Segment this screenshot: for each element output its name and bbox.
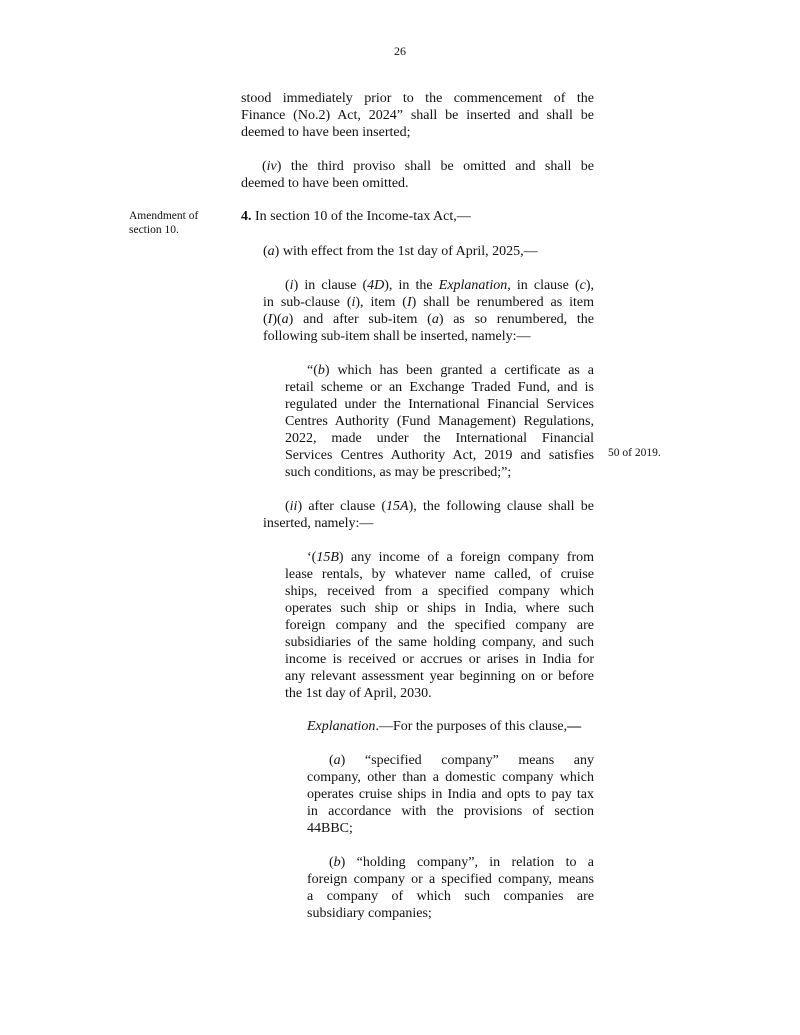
text-line: operates such ship or ships in India, where such bbox=[285, 601, 594, 616]
text-line: a company of which such companies are bbox=[307, 889, 594, 904]
text-line: (b) “holding company”, in relation to a bbox=[329, 855, 594, 870]
text-line: stood immediately prior to the commencement of the bbox=[241, 91, 594, 106]
section-number: 4. bbox=[241, 209, 252, 224]
text-line: ‘(15B) any income of a foreign company from bbox=[307, 550, 594, 565]
margin-note-amendment bbox=[129, 209, 229, 237]
text-line: ships, received from a specified company which bbox=[285, 584, 594, 599]
text-line: subsidiary companies; bbox=[307, 906, 432, 921]
page-number: 26 bbox=[394, 44, 406, 58]
margin-note-line: Amendment of bbox=[129, 210, 199, 222]
text-line: (I)(a) and after sub-item (a) as so renumbered, the bbox=[263, 312, 594, 327]
text-line: the 1st day of April, 2030. bbox=[285, 686, 432, 701]
text-line: foreign company or a specified company, means bbox=[307, 872, 594, 887]
text-line: 2022, made under the International Financial bbox=[285, 431, 594, 446]
text-line: deemed to have been omitted. bbox=[241, 176, 409, 191]
text-line: any relevant assessment year beginning on or before bbox=[285, 669, 594, 684]
paragraph-clause-ii bbox=[263, 498, 594, 532]
text-line: (iv) the third proviso shall be omitted and shall be bbox=[262, 159, 594, 174]
text-line: (a) “specified company” means any bbox=[329, 753, 594, 768]
paragraph-stood-immediately bbox=[241, 90, 594, 141]
paragraph-sub-item-b bbox=[285, 362, 594, 481]
paragraph-clause-15b bbox=[285, 549, 594, 702]
paragraph-explanation: Explanation.—For the purposes of this clause,— bbox=[307, 719, 582, 734]
paragraph-clause-iv bbox=[241, 158, 594, 192]
paragraph-specified-company bbox=[307, 752, 594, 837]
text-line: inserted, namely:— bbox=[263, 516, 374, 531]
text-line: 44BBC; bbox=[307, 821, 353, 836]
text-line: (ii) after clause (15A), the following clause shall be bbox=[285, 499, 594, 514]
paragraph-holding-company bbox=[307, 854, 594, 922]
text-line: “(b) which has been granted a certificate as a bbox=[307, 363, 594, 378]
paragraph-section-4 bbox=[241, 208, 594, 225]
text-line: regulated under the International Financial Services bbox=[285, 397, 594, 412]
paragraph-clause-i bbox=[263, 277, 594, 345]
text-line: Finance (No.2) Act, 2024” shall be inserted and shall be bbox=[241, 108, 594, 123]
text-line: lease rentals, by whatever name called, of cruise bbox=[285, 567, 594, 582]
margin-note-line: section 10. bbox=[129, 224, 179, 236]
text-line: retail scheme or an Exchange Traded Fund, and is bbox=[285, 380, 594, 395]
paragraph-clause-a: (a) with effect from the 1st day of April, 2025,— bbox=[263, 244, 538, 259]
text-line: deemed to have been inserted; bbox=[241, 125, 411, 140]
text-line: (i) in clause (4D), in the Explanation, in clause (c), bbox=[285, 278, 595, 293]
text-line: subsidiaries of the same holding company, and such bbox=[285, 635, 594, 650]
text-line: in accordance with the provisions of section bbox=[307, 804, 594, 819]
text-line: operates cruise ships in India and opts to pay tax bbox=[307, 787, 594, 802]
text-line: Services Centres Authority Act, 2019 and satisfies bbox=[285, 448, 594, 463]
text-line: such conditions, as may be prescribed;”; bbox=[285, 465, 512, 480]
text-line: Centres Authority (Fund Management) Regulations, bbox=[285, 414, 594, 429]
text-line: following sub-item shall be inserted, namely:— bbox=[263, 329, 531, 344]
text-line: company, other than a domestic company which bbox=[307, 770, 594, 785]
section-text: In section 10 of the Income-tax Act,— bbox=[251, 209, 471, 224]
text-line: income is received or accrues or arises in India for bbox=[285, 652, 594, 667]
text-line: in sub-clause (i), item (I) shall be renumbered as item bbox=[263, 295, 594, 310]
margin-note-act-reference: 50 of 2019. bbox=[608, 447, 661, 459]
text-line: foreign company and the specified company are bbox=[285, 618, 594, 633]
